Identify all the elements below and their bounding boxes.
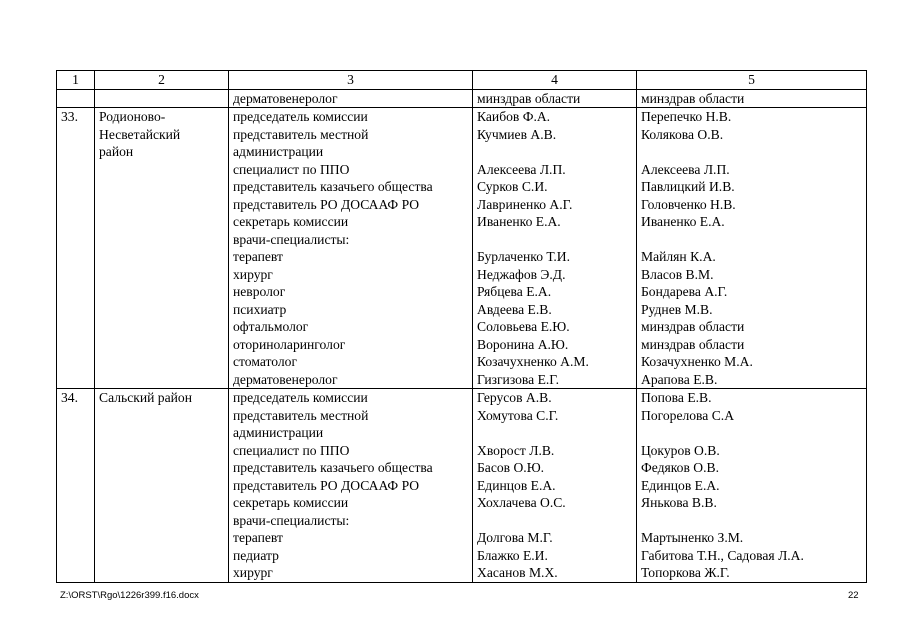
reserve-line: Иваненко Е.А.	[641, 214, 725, 229]
reserve-line: Колякова О.В.	[641, 126, 724, 142]
role-line: невролог	[233, 284, 286, 299]
reserve-line: Бондарева А.Г.	[641, 284, 728, 299]
header-cell-4: 4	[473, 71, 637, 90]
reserve-line: минздрав области	[641, 336, 745, 352]
role-line: дерматовенеролог	[233, 90, 338, 106]
district-name	[95, 108, 229, 389]
district-row	[57, 389, 867, 583]
reserve-line: Габитова Т.Н., Садовая Л.А.	[641, 547, 804, 563]
reserve-line: Погорелова С.А	[641, 407, 735, 423]
continuation-num	[57, 89, 95, 108]
footer-file-path: Z:\ORST\Rgo\1226r399.f16.docx	[60, 590, 199, 601]
member-line: Кучмиев А.В.	[477, 126, 557, 142]
reserve-line: Федяков О.В.	[641, 460, 719, 475]
role-line: администрации	[233, 425, 324, 440]
member-line	[477, 424, 632, 442]
reserve-cell	[637, 389, 867, 583]
role-line: педиатр	[233, 547, 279, 563]
members-cell	[473, 389, 637, 583]
header-cell-2: 2	[95, 71, 229, 90]
reserve-line: Цокуров О.В.	[641, 442, 720, 458]
reserve-line: Алексеева Л.П.	[641, 161, 730, 177]
role-line: представитель казачьего общества	[233, 179, 433, 194]
member-line: Гизгизова Е.Г.	[477, 371, 560, 387]
reserve-line: Головченко Н.В.	[641, 196, 736, 212]
reserve-line: Власов В.М.	[641, 266, 714, 282]
member-line	[477, 231, 632, 249]
reserve-line: Майлян К.А.	[641, 249, 716, 264]
header-row	[57, 71, 867, 90]
role-line: председатель комиссии	[233, 390, 368, 405]
reserve-line: Мартыненко З.М.	[641, 530, 744, 545]
role-line: представитель РО ДОСААФ РО	[233, 477, 420, 493]
roles-cell	[229, 108, 473, 389]
member-line: Сурков С.И.	[477, 179, 548, 194]
district-line: район	[99, 144, 134, 159]
role-line: терапевт	[233, 249, 283, 264]
continuation-reserve	[637, 89, 867, 108]
header-cell-5: 5	[637, 71, 867, 90]
reserve-line: Арапова Е.В.	[641, 371, 718, 387]
member-line: Воронина А.Ю.	[477, 336, 569, 352]
member-line: Долгова М.Г.	[477, 530, 553, 545]
role-line: представитель РО ДОСААФ РО	[233, 196, 420, 212]
member-line: Герусов А.В.	[477, 390, 552, 405]
role-line: оториноларинголог	[233, 336, 346, 352]
role-line: секретарь комиссии	[233, 214, 349, 229]
member-line: Бурлаченко Т.И.	[477, 249, 570, 264]
district-line: Несветайский	[99, 126, 181, 142]
page-number: 22	[848, 590, 859, 601]
reserve-cell	[637, 108, 867, 389]
member-line: Единцов Е.А.	[477, 477, 556, 493]
district-row	[57, 108, 867, 389]
role-line: дерматовенеролог	[233, 371, 338, 387]
continuation-role	[229, 89, 473, 108]
reserve-line: Руднев М.В.	[641, 301, 713, 317]
reserve-line	[641, 143, 862, 161]
member-line: Рябцева Е.А.	[477, 284, 552, 299]
member-line: Хохлачева О.С.	[477, 495, 566, 510]
reserve-line: Янькова В.В.	[641, 495, 717, 510]
member-line: Авдеева Е.В.	[477, 301, 552, 317]
row-number: 33.	[57, 108, 95, 389]
role-line: председатель комиссии	[233, 109, 368, 124]
role-line: терапевт	[233, 530, 283, 545]
member-line: Басов О.Ю.	[477, 460, 545, 475]
commission-table	[56, 70, 867, 583]
reserve-line: Попова Е.В.	[641, 390, 712, 405]
roles-cell	[229, 389, 473, 583]
reserve-line: минздрав области	[641, 90, 745, 106]
continuation-row	[57, 89, 867, 108]
member-line: Иваненко Е.А.	[477, 214, 561, 229]
member-line: Хворост Л.В.	[477, 442, 555, 458]
member-line: Лавриненко А.Г.	[477, 196, 573, 212]
header-cell-1: 1	[57, 71, 95, 90]
member-line	[477, 512, 632, 530]
continuation-district	[95, 89, 229, 108]
member-line	[477, 143, 632, 161]
reserve-line: Перепечко Н.В.	[641, 109, 732, 124]
role-line: администрации	[233, 144, 324, 159]
reserve-line: Единцов Е.А.	[641, 477, 720, 493]
role-line: специалист по ППО	[233, 161, 350, 177]
member-line: Неджафов Э.Д.	[477, 266, 566, 282]
district-line: Родионово-	[99, 109, 166, 124]
reserve-line: Павлицкий И.В.	[641, 179, 735, 194]
continuation-main	[473, 89, 637, 108]
member-line: Соловьева Е.Ю.	[477, 319, 570, 334]
role-line: специалист по ППО	[233, 442, 350, 458]
district-line: Сальский район	[99, 390, 192, 405]
role-line: врачи-специалисты:	[233, 231, 350, 247]
role-line: представитель местной	[233, 407, 369, 423]
member-line: Хасанов М.Х.	[477, 565, 558, 580]
member-line: Алексеева Л.П.	[477, 161, 566, 177]
member-line: Блажко Е.И.	[477, 547, 548, 563]
role-line: офтальмолог	[233, 319, 309, 334]
members-cell	[473, 108, 637, 389]
member-line: Хомутова С.Г.	[477, 407, 559, 423]
member-line: Каибов Ф.А.	[477, 109, 551, 124]
district-name	[95, 389, 229, 583]
role-line: представитель казачьего общества	[233, 460, 433, 475]
role-line: хирург	[233, 266, 273, 282]
role-line: стоматолог	[233, 354, 298, 369]
role-line: психиатр	[233, 301, 287, 317]
role-line: представитель местной	[233, 126, 369, 142]
reserve-line	[641, 424, 862, 442]
header-cell-3: 3	[229, 71, 473, 90]
row-number: 34.	[57, 389, 95, 583]
member-line: минздрав области	[477, 90, 581, 106]
reserve-line	[641, 231, 862, 249]
reserve-line: Топоркова Ж.Г.	[641, 565, 730, 580]
role-line: врачи-специалисты:	[233, 512, 350, 528]
member-line: Козачухненко А.М.	[477, 354, 589, 369]
reserve-line: минздрав области	[641, 319, 745, 334]
reserve-line: Козачухненко М.А.	[641, 354, 753, 369]
reserve-line	[641, 512, 862, 530]
role-line: хирург	[233, 565, 273, 580]
role-line: секретарь комиссии	[233, 495, 349, 510]
